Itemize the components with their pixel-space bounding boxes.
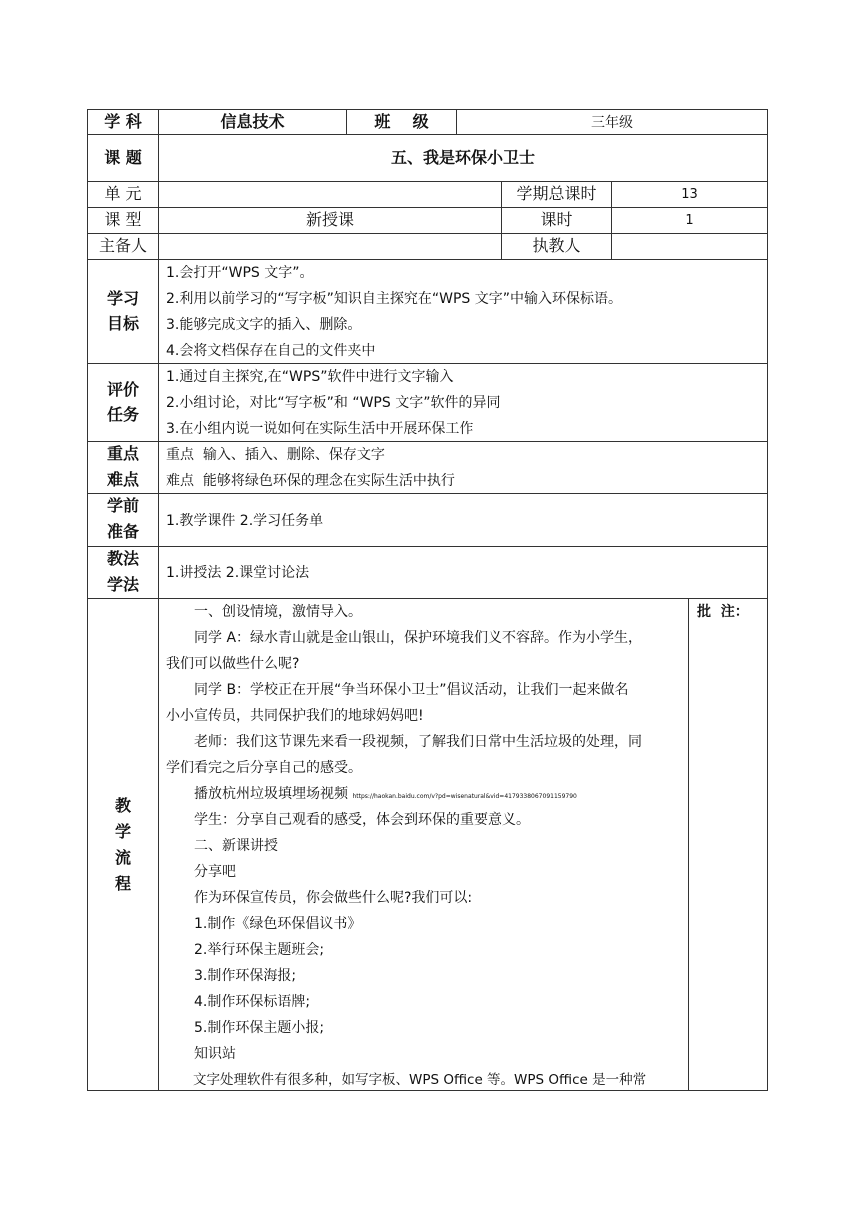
- methods-label-line-2: 学法: [106, 575, 139, 594]
- table-border-left: [87, 109, 88, 1091]
- process-line: 我们可以做些什么呢?: [166, 656, 300, 672]
- process-line: 二、新课讲授: [166, 838, 278, 854]
- goal-item: 4.会将文档保存在自己的文件夹中: [166, 343, 376, 359]
- goal-item: 2.利用以前学习的“写字板”知识自主探究在“WPS 文字”中输入环保标语。: [166, 291, 622, 307]
- process-line: 小小宣传员，共同保护我们的地球妈妈吧!: [166, 708, 424, 724]
- total-hours-label: 学期总课时: [516, 184, 597, 203]
- difficulty-item: 难点 能够将绿色环保的理念在实际生活中执行: [166, 473, 455, 489]
- table-rule: [87, 233, 768, 234]
- process-line: 同学 B：学校正在开展“争当环保小卫士”倡议活动，让我们一起来做名: [166, 682, 629, 698]
- table-rule: [87, 181, 768, 182]
- notes-label: 批 注：: [697, 604, 749, 620]
- hours-label: 课时: [540, 210, 573, 229]
- process-line: 同学 A：绿水青山就是金山银山，保护环境我们义不容辞。作为小学生，: [166, 630, 643, 646]
- class-label: 班 级: [374, 112, 429, 131]
- table-rule: [87, 493, 768, 494]
- evaluation-item: 3.在小组内说一说如何在实际生活中开展环保工作: [166, 421, 474, 437]
- process-label-char: 流: [114, 848, 131, 867]
- goal-item: 1.会打开“WPS 文字”。: [166, 265, 314, 281]
- table-rule: [87, 546, 768, 547]
- key-points-label-line-2: 难点: [106, 470, 139, 489]
- process-label-char: 程: [114, 874, 131, 893]
- total-hours-value: 13: [681, 187, 698, 202]
- goal-item: 3.能够完成文字的插入、删除。: [166, 317, 362, 333]
- goals-label-line-2: 目标: [106, 314, 139, 333]
- table-rule: [158, 109, 159, 1091]
- hours-value: 1: [685, 213, 694, 228]
- key-points-label-line-1: 重点: [106, 444, 139, 463]
- video-url-link[interactable]: https://haokan.baidu.com/v?pd=wisenatural&vid=4179338067091159790: [352, 793, 577, 800]
- process-line: 4.制作环保标语牌;: [166, 994, 311, 1010]
- process-line: 学生：分享自己观看的感受，体会到环保的重要意义。: [166, 812, 530, 828]
- process-line: 学们看完之后分享自己的感受。: [166, 760, 362, 776]
- process-label-char: 学: [114, 822, 131, 841]
- type-label: 课 型: [104, 210, 142, 229]
- process-line: 3.制作环保海报;: [166, 968, 297, 984]
- preparation-label-line-2: 准备: [106, 522, 139, 541]
- key-point-item: 重点 输入、插入、删除、保存文字: [166, 447, 385, 463]
- table-rule: [87, 259, 768, 260]
- process-line: 1.制作《绿色环保倡议书》: [166, 916, 362, 932]
- process-line: 2.举行环保主题班会;: [166, 942, 325, 958]
- table-rule: [87, 207, 768, 208]
- process-label-char: 教: [114, 796, 131, 815]
- process-line: 作为环保宣传员，你会做些什么呢?我们可以:: [166, 890, 473, 906]
- evaluation-item: 2.小组讨论，对比“写字板”和 “WPS 文字”软件的异同: [166, 395, 501, 411]
- preparer-label: 主备人: [98, 236, 147, 255]
- methods-label-line-1: 教法: [106, 549, 139, 568]
- process-line: 5.制作环保主题小报;: [166, 1020, 325, 1036]
- process-line: 老师：我们这节课先来看一段视频，了解我们日常中生活垃圾的处理，同: [166, 734, 642, 750]
- evaluation-label-line-1: 评价: [106, 380, 139, 399]
- table-border-right: [767, 109, 768, 1091]
- subject-label: 学 科: [104, 112, 142, 131]
- methods-value: 1.讲授法 2.课堂讨论法: [166, 565, 310, 581]
- unit-label: 单 元: [104, 184, 142, 203]
- process-line: 分享吧: [166, 864, 236, 880]
- video-line: [166, 781, 684, 810]
- topic-title: 五、我是环保小卫士: [390, 148, 535, 167]
- type-value: 新授课: [305, 210, 354, 229]
- evaluation-label-line-2: 任务: [106, 405, 139, 424]
- teacher-label: 执教人: [532, 236, 581, 255]
- process-line: 文字处理软件有很多种，如写字板、WPS Office 等。WPS Office 是一种常: [166, 1072, 647, 1088]
- preparation-label-line-1: 学前: [106, 496, 139, 515]
- goals-label-line-1: 学习: [106, 289, 139, 308]
- evaluation-item: 1.通过自主探究,在“WPS”软件中进行文字输入: [166, 369, 454, 385]
- table-rule: [87, 441, 768, 442]
- table-border-top: [87, 109, 768, 110]
- class-value: 三年级: [591, 115, 633, 131]
- table-rule: [87, 363, 768, 364]
- table-rule: [688, 598, 689, 1091]
- table-rule: [87, 134, 768, 135]
- preparation-value: 1.教学课件 2.学习任务单: [166, 513, 324, 529]
- process-line: 一、创设情境，激情导入。: [166, 604, 362, 620]
- video-caption: 播放杭州垃圾填埋场视频: [166, 786, 353, 802]
- process-line: 知识站: [166, 1046, 236, 1062]
- topic-label: 课 题: [104, 148, 142, 167]
- subject-value: 信息技术: [220, 112, 285, 131]
